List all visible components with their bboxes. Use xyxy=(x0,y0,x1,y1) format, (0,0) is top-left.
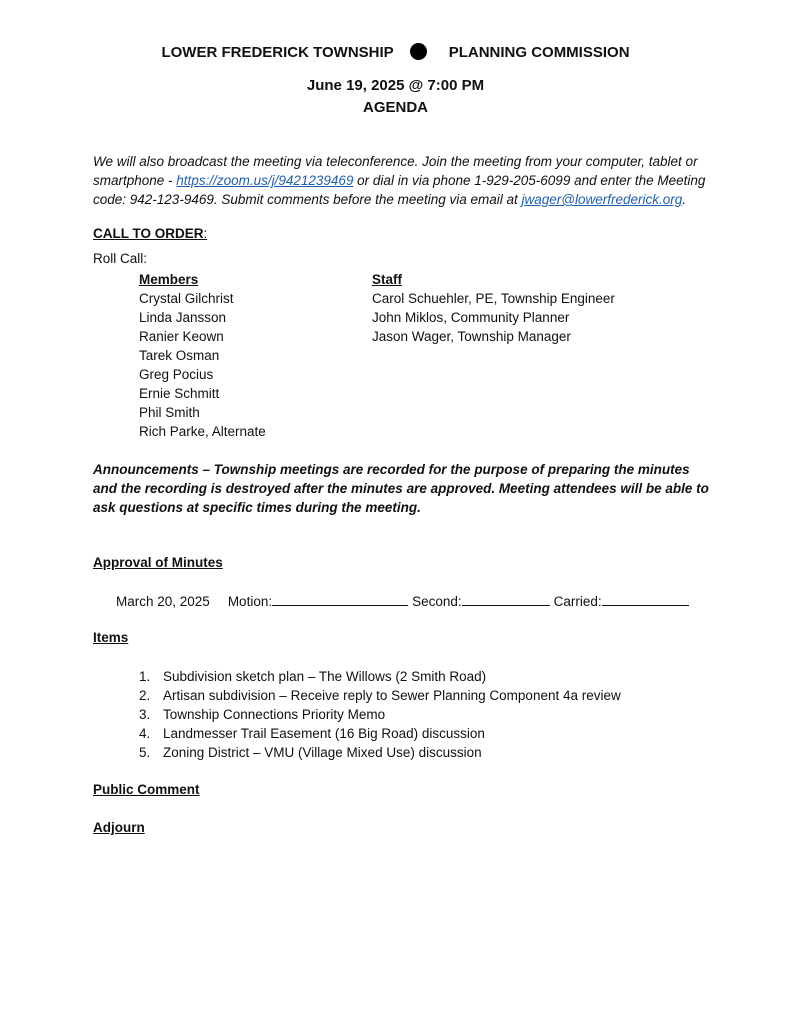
call-to-order-label: CALL TO ORDER xyxy=(93,226,204,241)
item-number: 5. xyxy=(139,745,151,760)
member-name: Tarek Osman xyxy=(139,348,220,363)
organization-name: LOWER FREDERICK TOWNSHIP xyxy=(161,44,394,61)
item-number: 2. xyxy=(139,688,151,703)
commission-name: PLANNING COMMISSION xyxy=(448,44,630,61)
member-name: Crystal Gilchrist xyxy=(139,291,234,306)
teleconference-info xyxy=(93,152,713,209)
intro-period: . xyxy=(682,192,687,207)
staff-column xyxy=(372,270,615,346)
item-number: 3. xyxy=(139,707,151,722)
list-item xyxy=(139,724,621,743)
list-item xyxy=(139,705,621,724)
member-name: Greg Pocius xyxy=(139,367,214,382)
email-link[interactable]: jwager@lowerfrederick.org xyxy=(521,192,683,207)
member-name: Linda Jansson xyxy=(139,310,227,325)
second-label: Second: xyxy=(412,594,462,609)
staff-heading: Staff xyxy=(372,272,402,287)
staff-name: Carol Schuehler, PE, Township Engineer xyxy=(372,291,615,306)
zoom-link[interactable]: https://zoom.us/j/9421239469 xyxy=(176,173,354,188)
minutes-approval-row xyxy=(116,593,689,609)
public-comment-heading: Public Comment xyxy=(93,782,200,797)
staff-name: Jason Wager, Township Manager xyxy=(372,329,571,344)
carried-label: Carried: xyxy=(553,594,602,609)
announcements: Announcements – Township meetings are recorded for the purpose of preparing the minutes and the recording is destroyed after the minutes are approved. Meeting attendees will be able to ask questions at specific times during the meeting. xyxy=(93,462,709,515)
members-column xyxy=(139,270,266,441)
members-heading: Members xyxy=(139,272,199,287)
member-name: Rich Parke, Alternate xyxy=(139,424,266,439)
item-text: Artisan subdivision – Receive reply to Sewer Planning Component 4a review xyxy=(163,688,621,703)
intro-text: We will also broadcast the meeting via teleconference. Join the meeting from your computer, tablet or smartphone - xyxy=(93,154,698,188)
member-name: Ranier Keown xyxy=(139,329,224,344)
list-item xyxy=(139,667,621,686)
meeting-datetime: June 19, 2025 @ 7:00 PM xyxy=(306,77,485,94)
staff-name: John Miklos, Community Planner xyxy=(372,310,570,325)
items-list xyxy=(139,667,621,762)
agenda-heading: AGENDA xyxy=(362,99,428,116)
document-title xyxy=(0,43,791,61)
list-item xyxy=(139,686,621,705)
intro-text-2: or dial in via phone 1-929-205-6099 and enter the Meeting code: 942-123-9469. Submit comments before the meeting via email at xyxy=(93,173,706,207)
second-field[interactable] xyxy=(462,593,550,606)
item-text: Zoning District – VMU (Village Mixed Use) discussion xyxy=(163,745,482,760)
adjourn-heading: Adjourn xyxy=(93,820,145,835)
item-text: Subdivision sketch plan – The Willows (2 Smith Road) xyxy=(163,669,487,684)
carried-field[interactable] xyxy=(602,593,689,606)
motion-field[interactable] xyxy=(272,593,408,606)
item-text: Landmesser Trail Easement (16 Big Road) discussion xyxy=(163,726,485,741)
item-number: 1. xyxy=(139,669,151,684)
roll-call-label: Roll Call: xyxy=(93,251,148,266)
list-item xyxy=(139,743,621,762)
item-text: Township Connections Priority Memo xyxy=(163,707,386,722)
approval-of-minutes-heading: Approval of Minutes xyxy=(93,555,223,570)
motion-label: Motion: xyxy=(227,594,273,609)
call-to-order-heading xyxy=(93,226,207,241)
item-number: 4. xyxy=(139,726,151,741)
member-name: Ernie Schmitt xyxy=(139,386,220,401)
colon: : xyxy=(203,226,208,241)
member-name: Phil Smith xyxy=(139,405,200,420)
items-heading: Items xyxy=(93,630,129,645)
minutes-date: March 20, 2025 xyxy=(116,594,210,609)
black-circle-icon xyxy=(410,43,427,60)
